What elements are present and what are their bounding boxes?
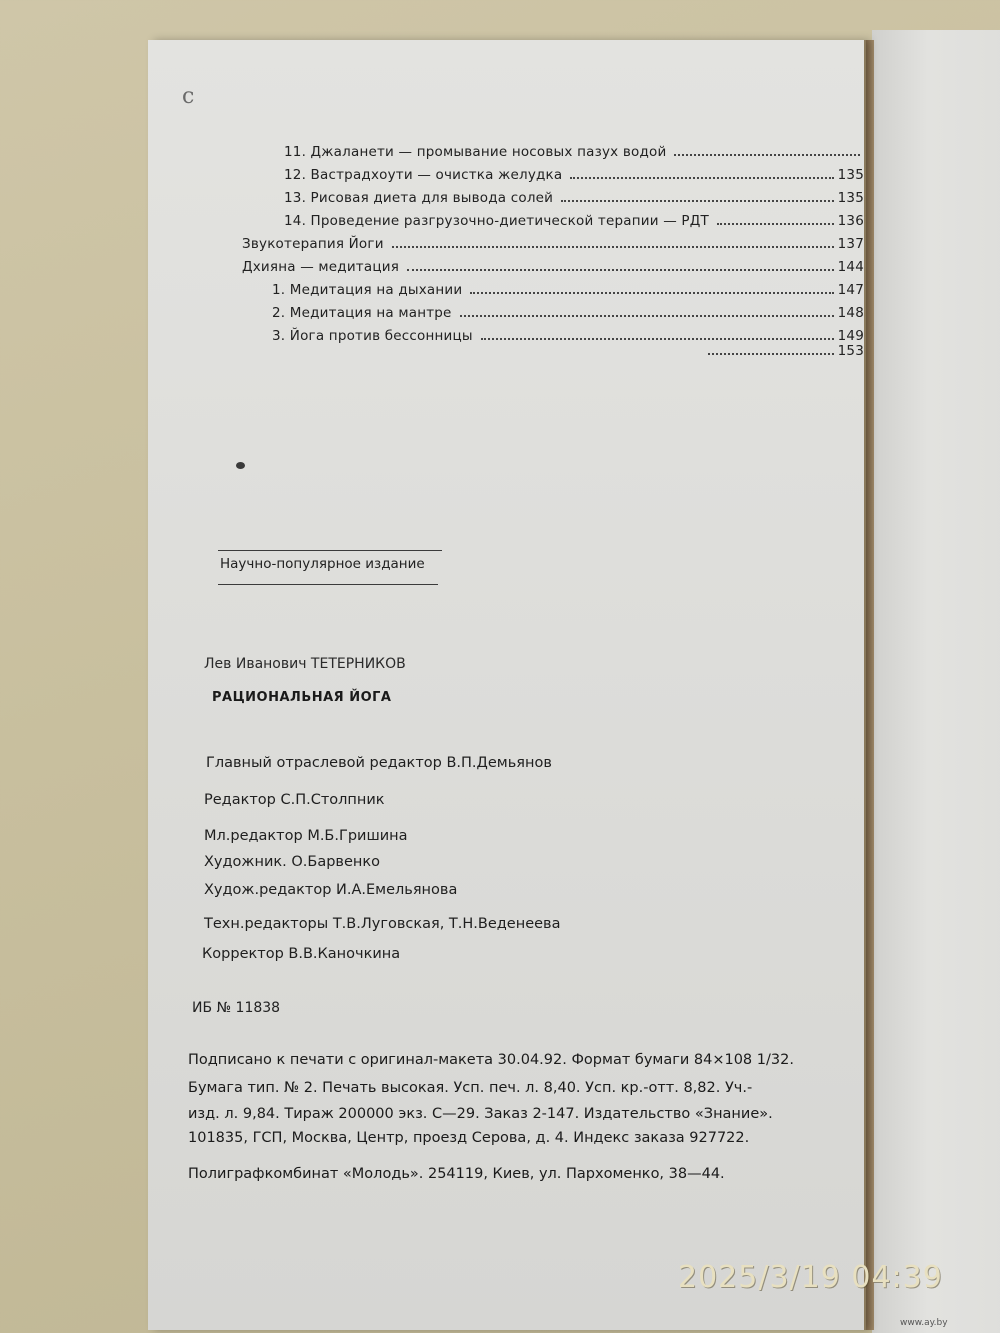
toc-entry [242,253,864,275]
toc-entry-page: 135 [837,190,864,206]
toc-entry [284,161,864,183]
staff-credit: Мл.редактор М.Б.Гришина [204,828,408,844]
rule-top [218,550,442,551]
toc-leader-dots [392,246,834,248]
toc-leader-dots [561,200,833,202]
toc-entry-title: 14. Проведение разгрузочно-диетической терапии — РДТ [284,213,709,229]
publication-line: Полиграфкомбинат «Молодь». 254119, Киев, ул. Пархоменко, 38—44. [188,1166,725,1182]
rule-bottom [218,584,438,585]
toc-entry-page: 149 [837,328,864,344]
toc-entry-title: Звукотерапия Йоги [242,236,384,252]
staff-credit: Худож.редактор И.А.Емельянова [204,882,458,898]
ink-spot [236,462,245,469]
staff-credit: Художник. О.Барвенко [204,854,380,870]
toc-entry [272,299,864,321]
table-of-contents [0,0,1000,360]
toc-leader-dots [470,292,833,294]
handwritten-mark: c [182,84,195,109]
publication-line: 101835, ГСП, Москва, Центр, проезд Серова, д. 4. Индекс заказа 927722. [188,1130,750,1146]
toc-entry-title: 12. Вастрадхоути — очистка желудка [284,167,563,183]
toc-entry [284,207,864,229]
toc-entry [284,138,864,160]
toc-entry-page: 153 [837,343,864,359]
toc-entry [700,337,864,359]
toc-entry [284,184,864,206]
ib-number: ИБ № 11838 [192,1000,281,1016]
book-title: РАЦИОНАЛЬНАЯ ЙОГА [212,690,392,705]
publication-line: изд. л. 9,84. Тираж 200000 экз. С—29. Заказ 2-147. Издательство «Знание». [188,1106,773,1122]
toc-entry-title: 2. Медитация на мантре [272,305,452,321]
toc-entry-title: 3. Йога против бессонницы [272,328,473,344]
staff-credit: Корректор В.В.Каночкина [202,946,401,962]
toc-entry-title: Дхияна — медитация [242,259,400,275]
toc-entry-page: 147 [837,282,864,298]
staff-credit: Главный отраслевой редактор В.П.Демьянов [206,755,552,771]
toc-entry [242,230,864,252]
toc-entry-page: 137 [837,236,864,252]
toc-entry-title: 11. Джаланети — промывание носовых пазух водой [284,144,667,160]
toc-leader-dots [674,154,860,156]
staff-credit: Техн.редакторы Т.В.Луговская, Т.Н.Веденеева [204,916,561,932]
toc-entry [272,276,864,298]
toc-entry-page: 148 [837,305,864,321]
toc-leader-dots [460,315,834,317]
toc-leader-dots [717,223,834,225]
author-name: Лев Иванович ТЕТЕРНИКОВ [204,656,406,672]
toc-entry-page: 135 [837,167,864,183]
toc-entry-title: 13. Рисовая диета для вывода солей [284,190,554,206]
staff-credit: Редактор С.П.Столпник [204,792,385,808]
toc-leader-dots [407,269,834,271]
edition-type: Научно-популярное издание [220,556,425,572]
toc-entry-title: 1. Медитация на дыхании [272,282,463,298]
site-watermark: www.ay.by [900,1318,948,1328]
toc-leader-dots [708,353,834,355]
photo-timestamp: 2025/3/19 04:39 [678,1260,943,1295]
toc-entry-page: 136 [837,213,864,229]
toc-leader-dots [570,177,833,179]
publication-line: Подписано к печати с оригинал-макета 30.04.92. Формат бумаги 84×108 1/32. [188,1052,794,1068]
publication-line: Бумага тип. № 2. Печать высокая. Усп. печ. л. 8,40. Усп. кр.-отт. 8,82. Уч.- [188,1080,753,1096]
toc-entry-page: 144 [837,259,864,275]
